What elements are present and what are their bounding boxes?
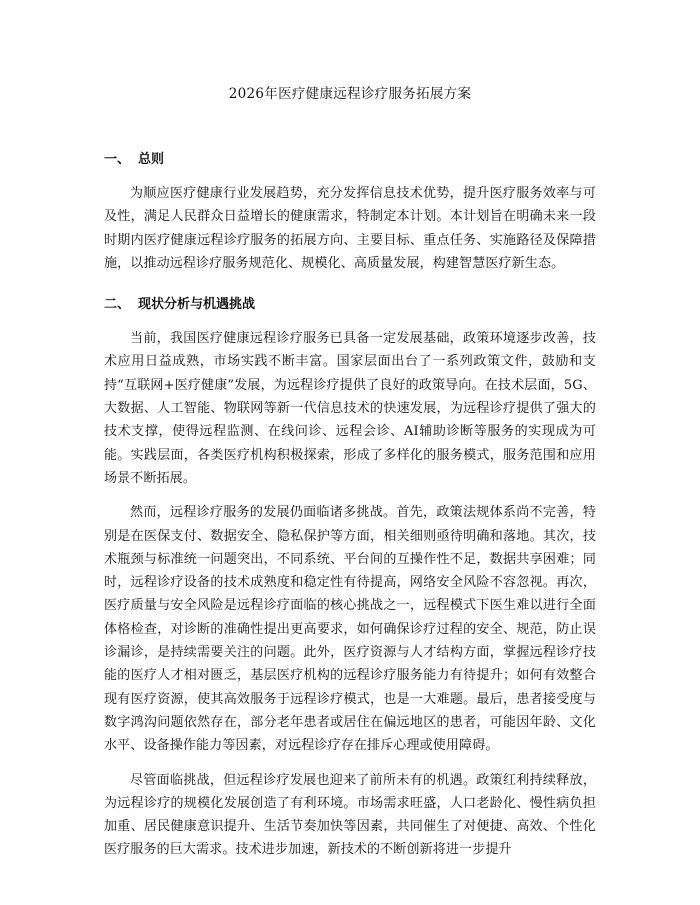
section-number: 二、 [104,297,131,313]
paragraph: 当前，我国医疗健康远程诊疗服务已具备一定发展基础，政策环境逐步改善，技术应用日益成熟，市场实践不断丰富。国家层面出台了一系列政策文件，鼓励和支持“互联网+医疗健康”发展，为远程诊疗提供了良好的政策导向。在技术层面，5G、大数据、人工智能、物联网等新一代信息技术的快速发展，为远程诊疗提供了强大的技术支撑，使得远程监测、在线问诊、远程会诊、AI辅助诊断等服务的实现成为可能。实践层面，各类医疗机构积极探索，形成了多样化的服务模式，服务范围和应用场景不断拓展。 [104,331,596,486]
document-title: 2026年医疗健康远程诊疗服务拓展方案 [228,86,472,102]
section-title: 总则 [138,152,165,167]
section-status-analysis [104,295,596,862]
paragraph: 尽管面临挑战，但远程诊疗发展也迎来了前所未有的机遇。政策红利持续释放，为远程诊疗的规模化发展创造了有利环境。市场需求旺盛，人口老龄化、慢性病负担加重、居民健康意识提升、生活节奏加快等因素，共同催生了对便捷、高效、个性化医疗服务的巨大需求。技术进步加速，新技术的不断创新将进一步提升 [104,772,596,858]
section-heading [104,295,596,315]
section-heading [104,150,596,170]
section-title: 现状分析与机遇挑战 [138,297,256,313]
paragraph: 然而，远程诊疗服务的发展仍面临诸多挑战。首先，政策法规体系尚不完善，特别是在医保支付、数据安全、隐私保护等方面，相关细则亟待明确和落地。其次，技术瓶颈与标准统一问题突出，不同系统、平台间的互操作性不足，数据共享困难；同时，远程诊疗设备的技术成熟度和稳定性有待提高，网络安全风险不容忽视。再次，医疗质量与安全风险是远程诊疗面临的核心挑战之一，远程模式下医生难以进行全面体格检查，对诊断的准确性提出更高要求，如何确保诊疗过程的安全、规范，防止误诊漏诊，是持续需要关注的问题。此外，医疗资源与人才结构方面，掌握远程诊疗技能的医疗人才相对匮乏，基层医疗机构的远程诊疗服务能力有待提升；如何有效整合现有医疗资源，使其高效服务于远程诊疗模式，也是一大难题。最后，患者接受度与数字鸿沟问题依然存在，部分老年患者或居住在偏远地区的患者，可能因年龄、文化水平、设备操作能力等因素，对远程诊疗存在排斥心理或使用障碍。 [104,505,596,754]
section-number: 一、 [104,152,131,167]
paragraph: 为顺应医疗健康行业发展趋势，充分发挥信息技术优势，提升医疗服务效率与可及性，满足人民群众日益增长的健康需求，特制定本计划。本计划旨在明确未来一段时期内医疗健康远程诊疗服务的拓展方向、主要目标、重点任务、实施路径及保障措施，以推动远程诊疗服务规范化、规模化、高质量发展，构建智慧医疗新生态。 [104,186,596,271]
section-general [104,150,596,275]
